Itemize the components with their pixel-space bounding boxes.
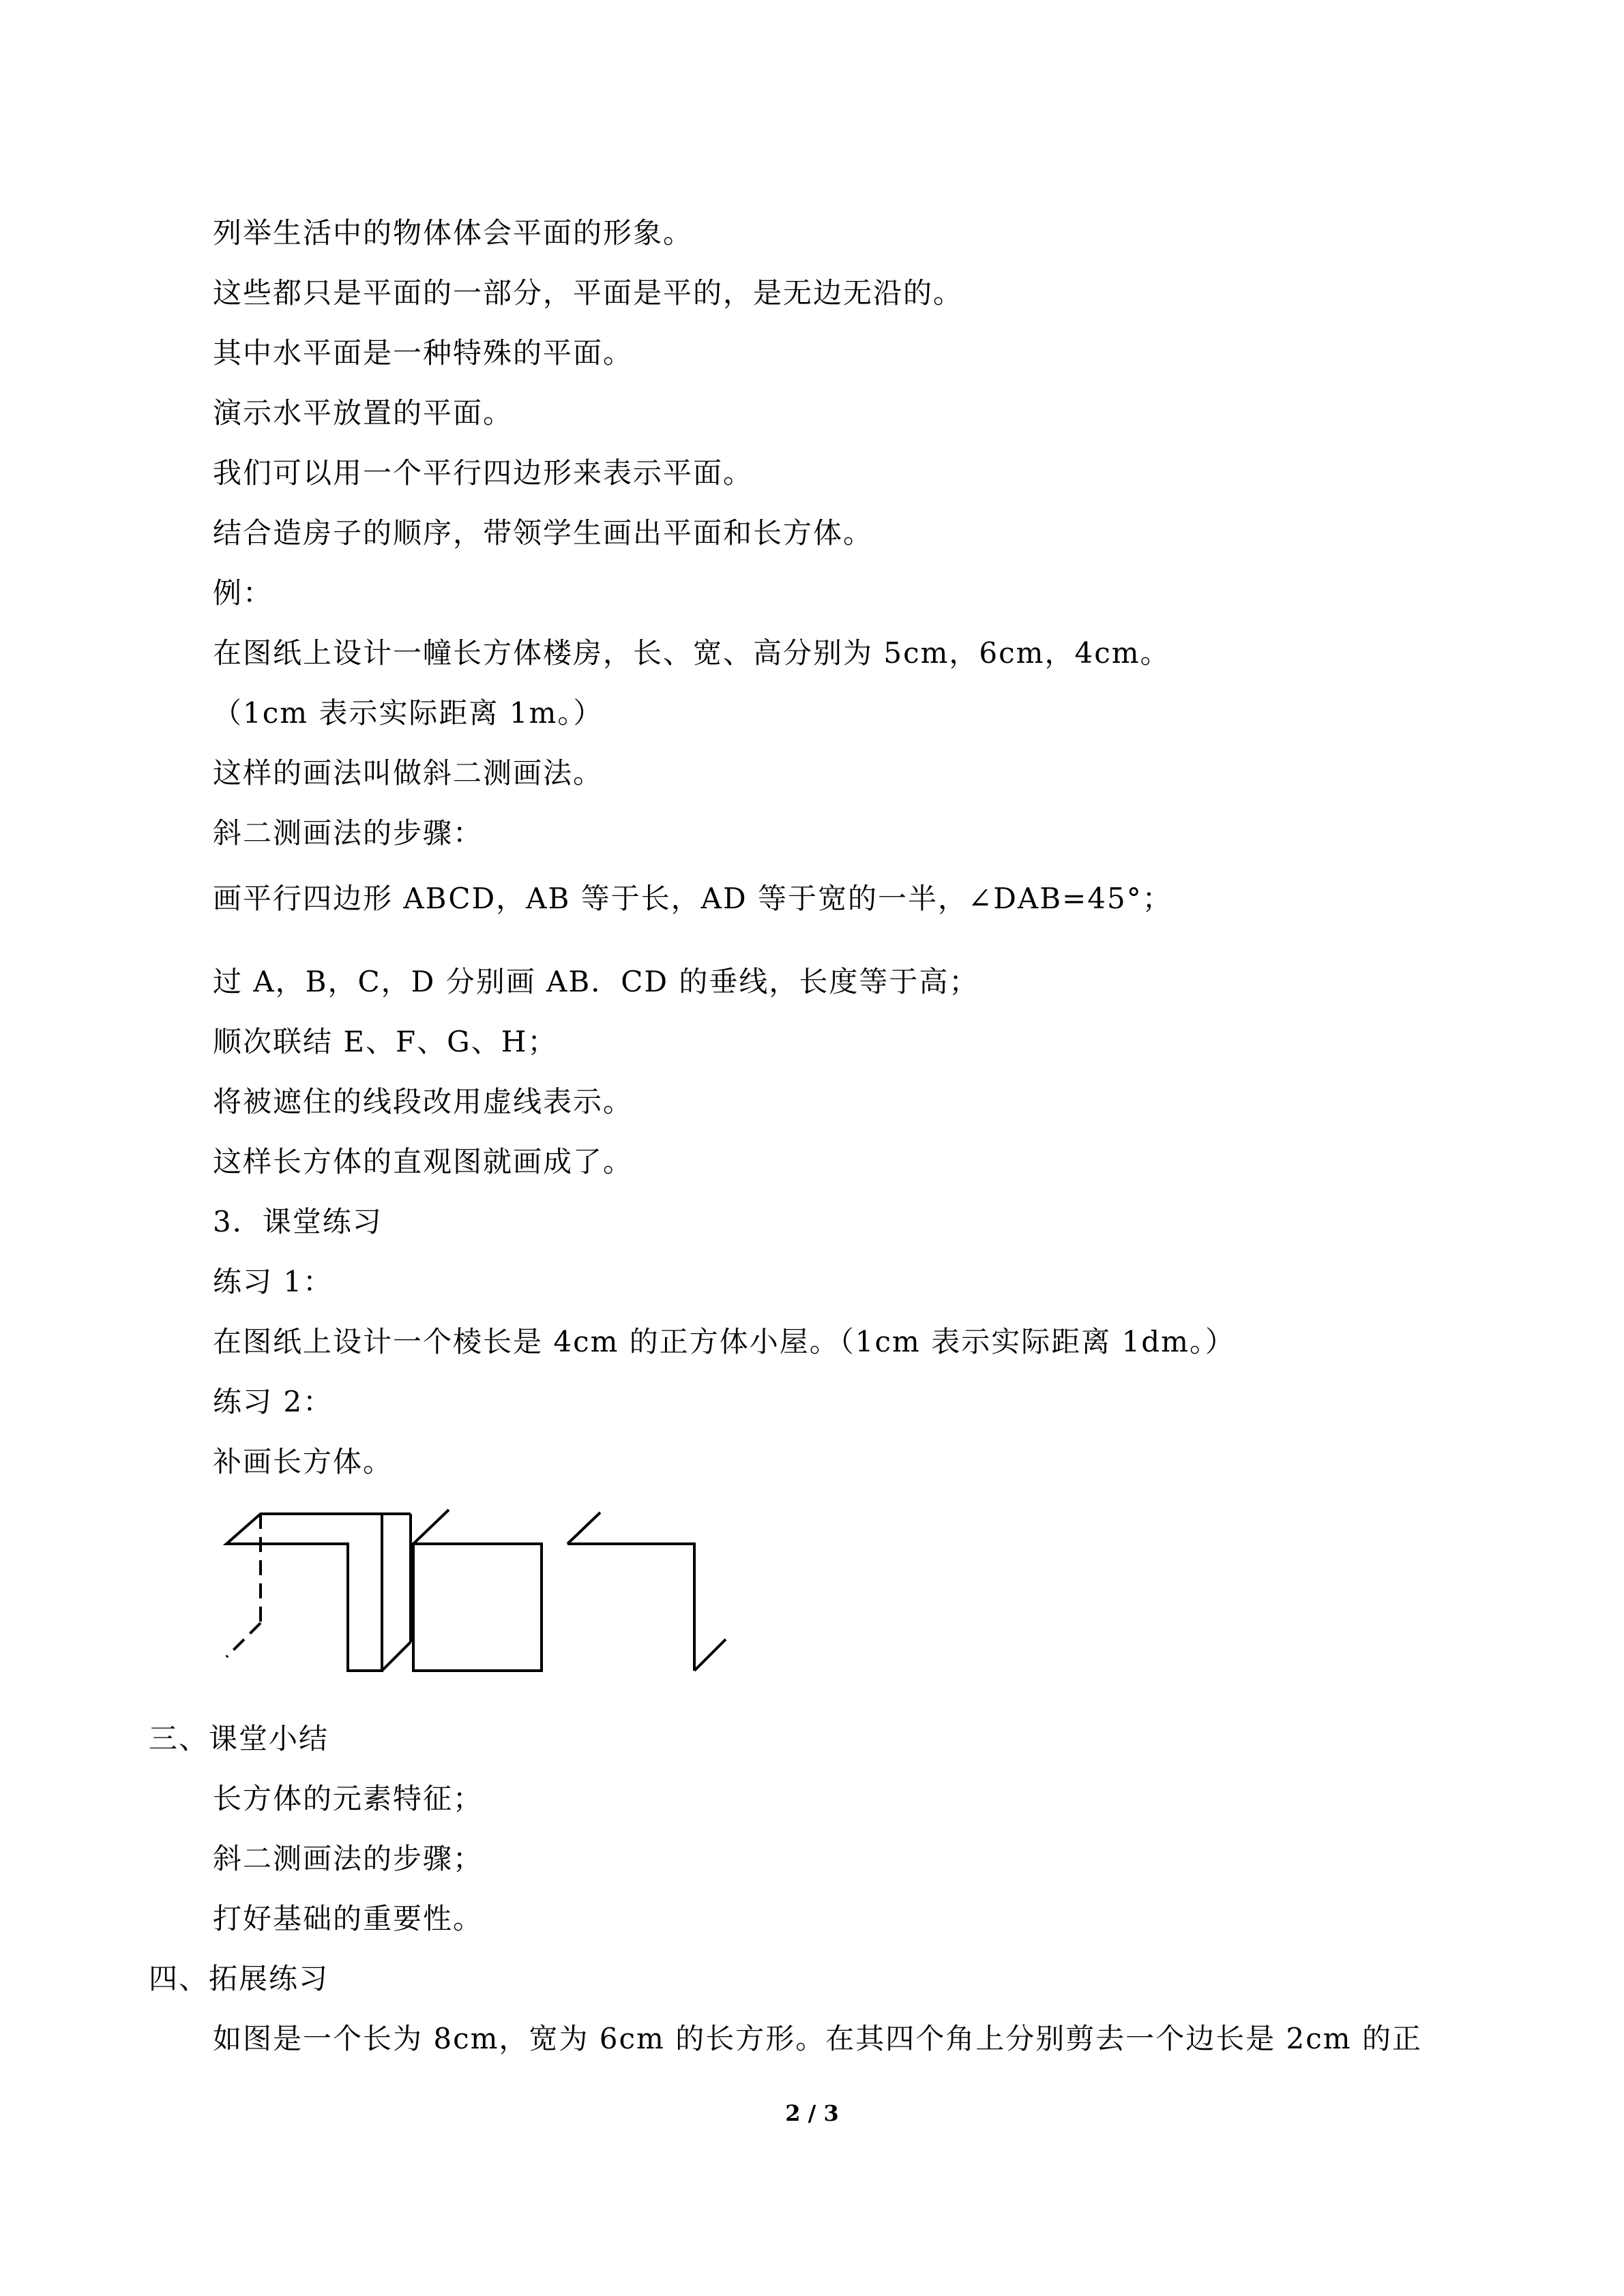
text-line: 补画长方体。 — [213, 1445, 394, 1478]
text-line: 其中水平面是一种特殊的平面。 — [213, 336, 634, 370]
text-line: 如图是一个长为 8cm，宽为 6cm 的长方形。在其四个角上分别剪去一个边长是 2cm 的正 — [213, 2022, 1422, 2055]
text-line: 过 A，B，C，D 分别画 AB．CD 的垂线，长度等于高； — [213, 965, 979, 998]
section-heading: 四、拓展练习 — [149, 1962, 329, 1995]
text-line: 结合造房子的顺序，带领学生画出平面和长方体。 — [213, 516, 874, 550]
text-line: 这样长方体的直观图就画成了。 — [213, 1145, 634, 1178]
text-line: 顺次联结 E、F、G、H； — [213, 1025, 558, 1058]
figure-1-partial-cuboid — [226, 1514, 411, 1671]
text-line: 演示水平放置的平面。 — [213, 396, 514, 430]
text-line: 这些都只是平面的一部分，平面是平的，是无边无沿的。 — [213, 276, 964, 310]
text-line: 练习 1： — [213, 1265, 334, 1298]
text-line: （1cm 表示实际距离 1m。） — [213, 696, 604, 730]
text-line: 3．课堂练习 — [213, 1205, 383, 1238]
page-number: 2 / 3 — [785, 2100, 839, 2126]
text-line: 在图纸上设计一幢长方体楼房，长、宽、高分别为 5cm，6cm，4cm。 — [213, 636, 1170, 670]
text-line: 例： — [213, 576, 274, 610]
section-heading: 三、课堂小结 — [149, 1722, 329, 1755]
text-line: 我们可以用一个平行四边形来表示平面。 — [213, 456, 754, 490]
text-line: 画平行四边形 ABCD，AB 等于长，AD 等于宽的一半，∠DAB=45°； — [213, 882, 1172, 915]
text-line: 列举生活中的物体体会平面的形象。 — [213, 216, 694, 250]
text-line: 这样的画法叫做斜二测画法。 — [213, 756, 604, 790]
figure-3-partial-cuboid — [567, 1512, 726, 1671]
text-line: 将被遮住的线段改用虚线表示。 — [213, 1085, 634, 1118]
text-line: 练习 2： — [213, 1385, 334, 1418]
text-line: 在图纸上设计一个棱长是 4cm 的正方体小屋。（1cm 表示实际距离 1dm。） — [213, 1325, 1235, 1358]
figure-2-partial-cuboid — [413, 1510, 542, 1671]
text-line: 斜二测画法的步骤： — [213, 816, 484, 850]
summary-item: 长方体的元素特征； — [213, 1782, 484, 1815]
summary-item: 打好基础的重要性。 — [213, 1902, 484, 1935]
summary-item: 斜二测画法的步骤； — [213, 1842, 484, 1875]
cuboid-exercise-figures — [205, 1500, 750, 1678]
